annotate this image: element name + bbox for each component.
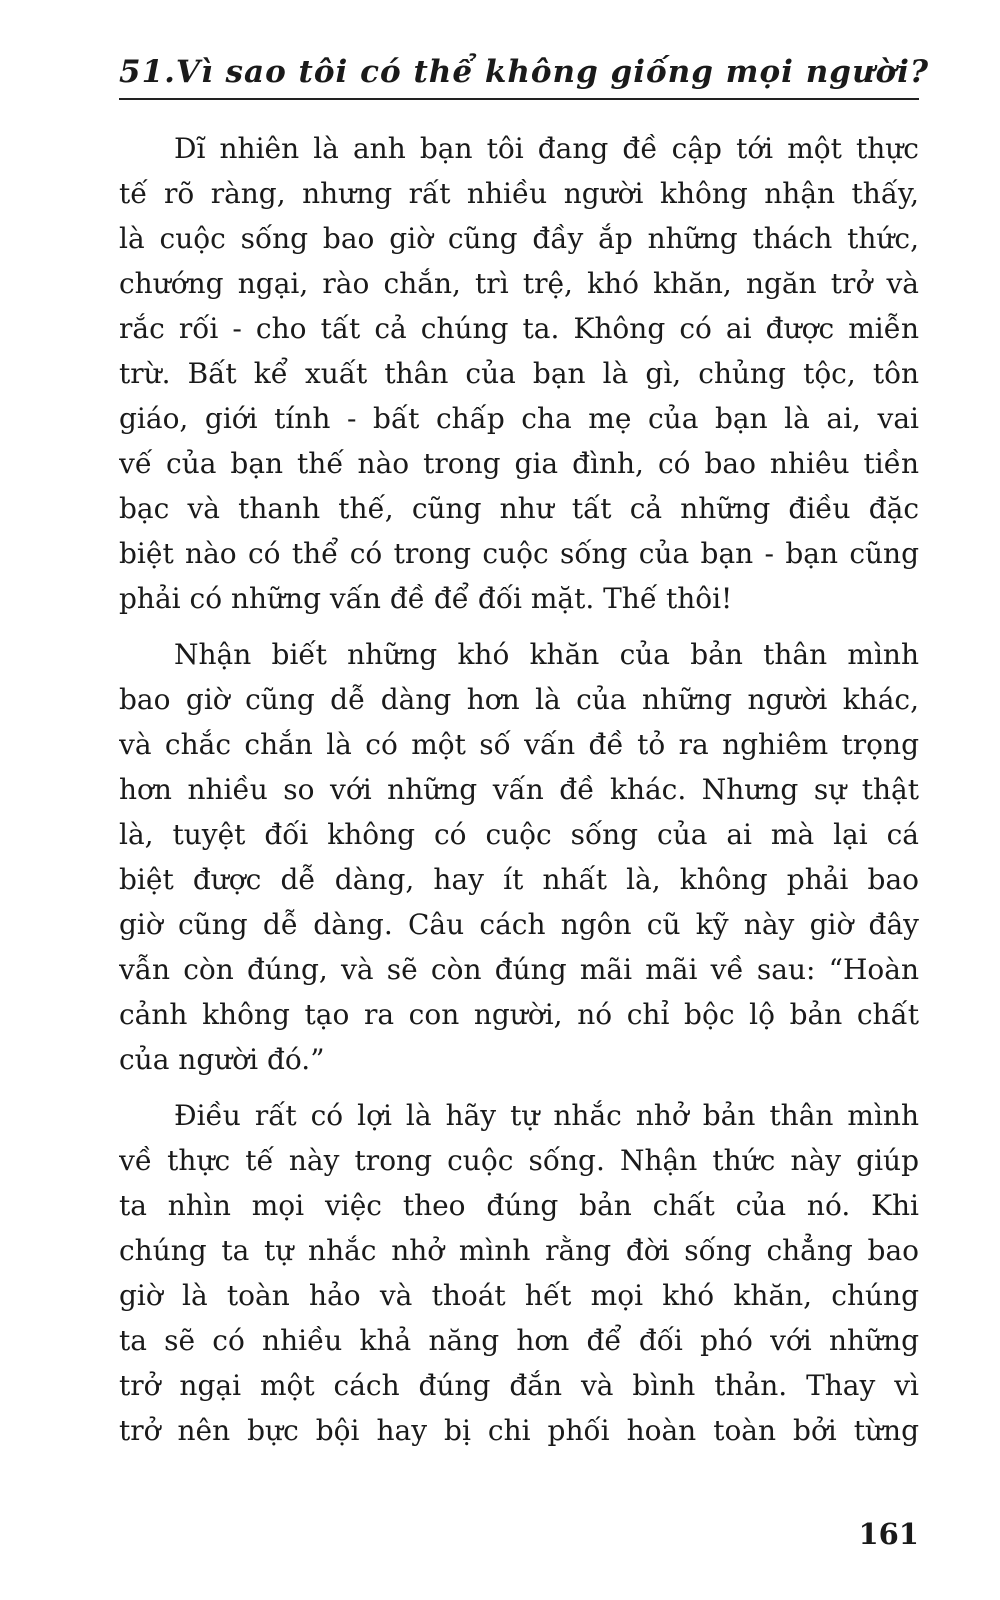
text-line: biệt nào có thể có trong cuộc sống của bạn - bạn cũng	[119, 537, 919, 570]
text-line: phải có những vấn đề để đối mặt. Thế thôi!	[119, 582, 733, 615]
text-line: giáo, giới tính - bất chấp cha mẹ của bạn là ai, vai	[119, 402, 919, 435]
header-divider	[119, 98, 919, 100]
text-line: về thực tế này trong cuộc sống. Nhận thức này giúp	[119, 1144, 919, 1177]
text-line: ta nhìn mọi việc theo đúng bản chất của nó. Khi	[119, 1189, 919, 1222]
text-line: trừ. Bất kể xuất thân của bạn là gì, chủng tộc, tôn	[119, 357, 919, 390]
text-line: bạc và thanh thế, cũng như tất cả những điều đặc	[119, 492, 919, 525]
text-line: ta sẽ có nhiều khả năng hơn để đối phó với những	[119, 1324, 919, 1357]
text-line: chướng ngại, rào chắn, trì trệ, khó khăn, ngăn trở và	[119, 267, 919, 300]
text-line: hơn nhiều so với những vấn đề khác. Nhưng sự thật	[119, 773, 919, 806]
text-line: và chắc chắn là có một số vấn đề tỏ ra nghiêm trọng	[119, 728, 919, 761]
text-line: Dĩ nhiên là anh bạn tôi đang đề cập tới một thực	[174, 132, 919, 165]
paragraph-1	[119, 126, 919, 621]
body-text	[119, 126, 919, 1464]
text-line: cảnh không tạo ra con người, nó chỉ bộc lộ bản chất	[119, 998, 919, 1031]
text-line: vế của bạn thế nào trong gia đình, có bao nhiêu tiền	[119, 447, 919, 480]
paragraph-2	[119, 632, 919, 1082]
text-line: của người đó.”	[119, 1043, 325, 1076]
text-line: là cuộc sống bao giờ cũng đầy ắp những thách thức,	[119, 222, 919, 255]
text-line: bao giờ cũng dễ dàng hơn là của những người khác,	[119, 683, 919, 716]
text-line: trở nên bực bội hay bị chi phối hoàn toàn bởi từng	[119, 1414, 919, 1447]
text-line: giờ là toàn hảo và thoát hết mọi khó khăn, chúng	[119, 1279, 919, 1312]
page-number: 161	[858, 1517, 919, 1551]
text-line: Điều rất có lợi là hãy tự nhắc nhở bản thân mình	[174, 1099, 919, 1132]
text-line: trở ngại một cách đúng đắn và bình thản. Thay vì	[119, 1369, 919, 1402]
running-header	[119, 52, 930, 102]
paragraph-3	[119, 1093, 919, 1453]
text-line: rắc rối - cho tất cả chúng ta. Không có ai được miễn	[119, 312, 919, 345]
text-line: là, tuyệt đối không có cuộc sống của ai mà lại cá	[119, 818, 919, 851]
text-line: Nhận biết những khó khăn của bản thân mình	[174, 638, 919, 671]
text-line: biệt được dễ dàng, hay ít nhất là, không phải bao	[119, 863, 919, 896]
text-line: vẫn còn đúng, và sẽ còn đúng mãi mãi về sau: “Hoàn	[119, 953, 919, 986]
text-line: chúng ta tự nhắc nhở mình rằng đời sống chẳng bao	[119, 1234, 919, 1267]
text-line: tế rõ ràng, nhưng rất nhiều người không nhận thấy,	[119, 177, 919, 210]
text-line: giờ cũng dễ dàng. Câu cách ngôn cũ kỹ này giờ đây	[119, 908, 919, 941]
chapter-title: 51.Vì sao tôi có thể không giống mọi người?	[119, 54, 930, 90]
